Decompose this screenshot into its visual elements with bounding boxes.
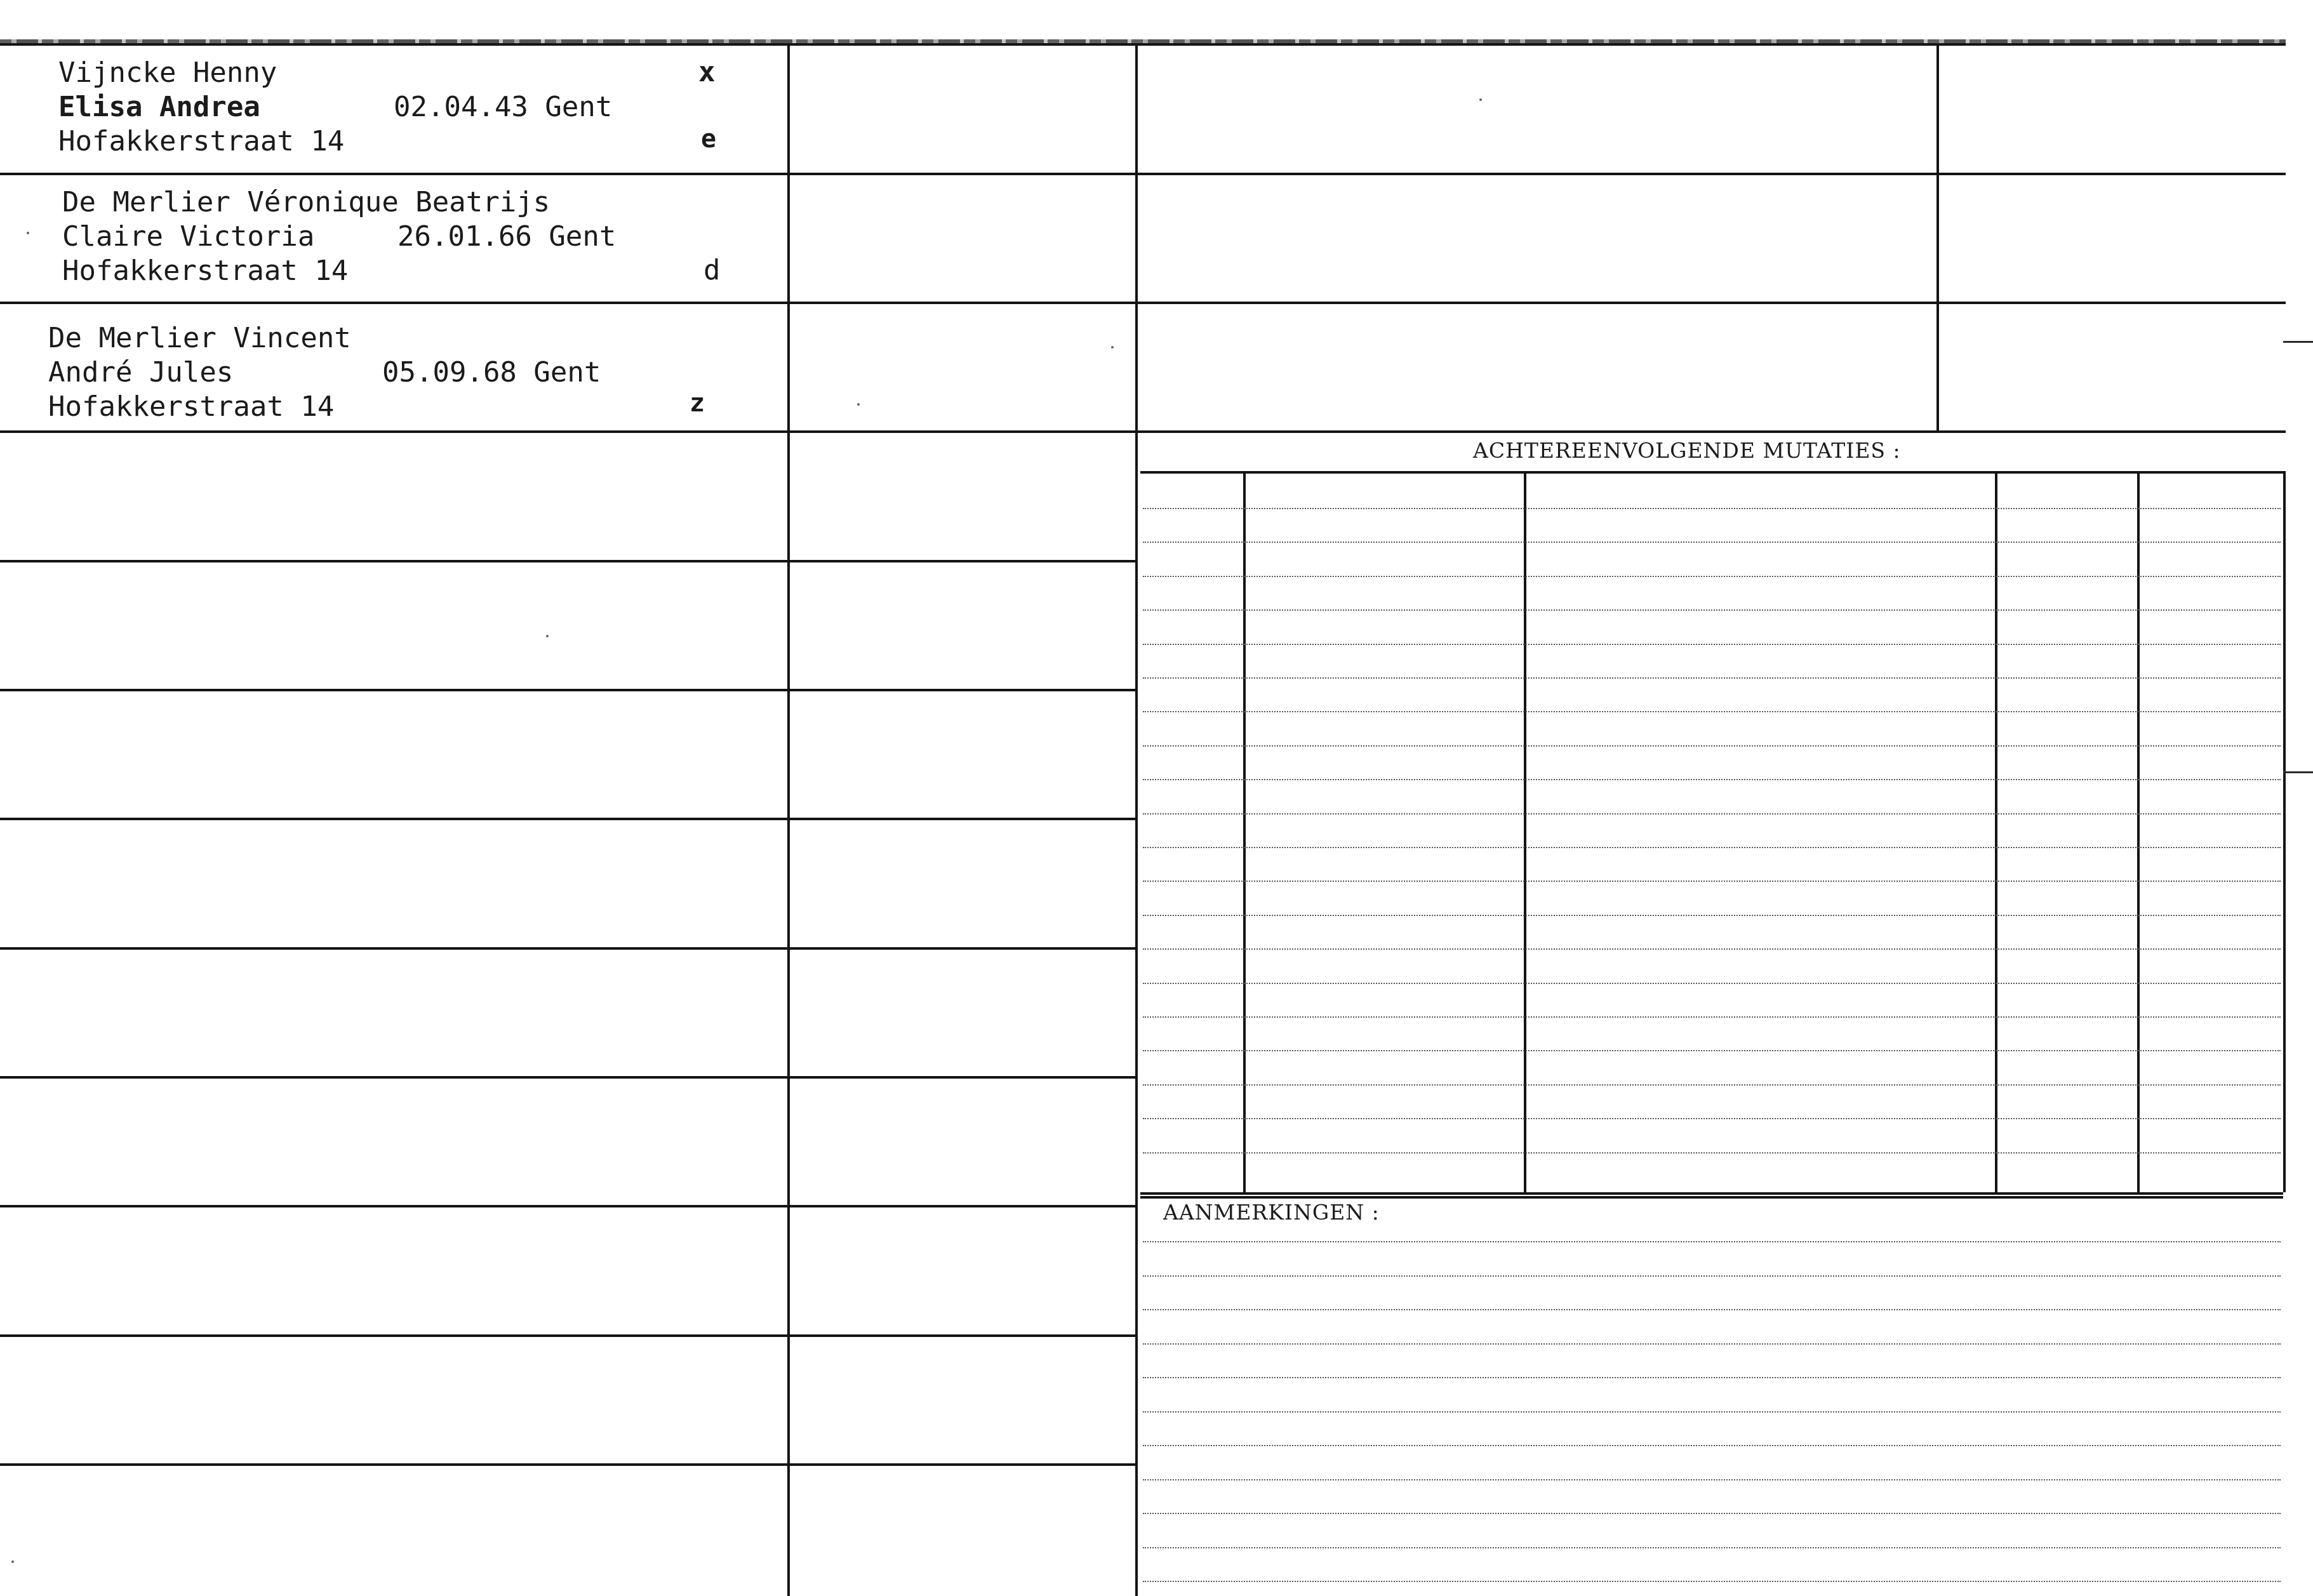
speck	[27, 232, 29, 234]
mutations-dotted-row-line	[1143, 779, 2281, 780]
mutations-dotted-row-line	[1143, 915, 2281, 916]
mutations-dotted-row-line	[1143, 1016, 2281, 1018]
edge-tick-1	[2283, 341, 2313, 343]
mutations-dotted-row-line	[1143, 576, 2281, 577]
mutations-dotted-row-line	[1143, 745, 2281, 747]
row-divider-6	[0, 818, 1137, 820]
speck	[11, 1560, 14, 1563]
mutations-dotted-row-line	[1143, 813, 2281, 815]
column-divider-1	[787, 46, 790, 1596]
mutations-dotted-row-line	[1143, 542, 2281, 543]
row-divider-2	[0, 302, 2286, 304]
record-2-given-names: Claire Victoria	[62, 220, 315, 253]
mutations-heading: ACHTEREENVOLGENDE MUTATIES :	[1473, 438, 1901, 463]
remarks-dotted-line	[1143, 1275, 2281, 1277]
mutations-dotted-row-line	[1143, 983, 2281, 984]
remarks-dotted-line	[1143, 1343, 2281, 1345]
remarks-dotted-line	[1143, 1513, 2281, 1514]
speck	[1479, 98, 1482, 101]
remarks-dotted-line	[1143, 1581, 2281, 1582]
mutations-dotted-row-line	[1143, 508, 2281, 509]
edge-tick-2	[2283, 771, 2313, 773]
remarks-dotted-line	[1143, 1411, 2281, 1413]
row-divider-5	[0, 689, 1137, 691]
mutations-dotted-row-line	[1143, 847, 2281, 848]
mutations-dotted-row-line	[1143, 711, 2281, 712]
mutations-dotted-row-line	[1143, 1152, 2281, 1154]
mutations-column-rule-4	[2137, 471, 2140, 1195]
mutations-dotted-row-line	[1143, 609, 2281, 611]
header-rule	[0, 43, 2286, 46]
record-3-address: Hofakkerstraat 14	[48, 390, 335, 423]
remarks-dotted-line	[1143, 1445, 2281, 1446]
record-2-code: d	[703, 254, 721, 286]
record-2-birth: 26.01.66 Gent	[397, 220, 617, 253]
remarks-dotted-line	[1143, 1377, 2281, 1378]
mutations-table-right-rule	[2283, 471, 2286, 1192]
mutations-dotted-row-line	[1143, 1050, 2281, 1051]
mutations-dotted-row-line	[1143, 1118, 2281, 1119]
remarks-top-rule	[1140, 1196, 2283, 1199]
row-divider-3	[0, 430, 2286, 433]
remarks-dotted-line	[1143, 1309, 2281, 1310]
row-divider-4	[0, 560, 1137, 562]
mutations-dotted-row-line	[1143, 677, 2281, 679]
mutations-dotted-row-line	[1143, 881, 2281, 882]
column-divider-3	[1936, 46, 1939, 432]
remarks-dotted-line	[1143, 1547, 2281, 1548]
record-1-address: Hofakkerstraat 14	[58, 125, 345, 157]
record-1-birth: 02.04.43 Gent	[394, 91, 613, 123]
remarks-dotted-line	[1143, 1241, 2281, 1242]
mutations-column-rule-2	[1524, 471, 1526, 1195]
mutations-table-top-rule	[1140, 471, 2283, 474]
record-1-code-2: e	[701, 124, 717, 154]
row-divider-10	[0, 1334, 1137, 1337]
speck	[857, 403, 860, 406]
speck	[546, 635, 549, 637]
record-3-surname: De Merlier Vincent	[48, 322, 351, 354]
remarks-dotted-line	[1143, 1479, 2281, 1480]
record-3-code: z	[690, 389, 705, 418]
record-2-address: Hofakkerstraat 14	[62, 255, 349, 287]
record-1-surname: Vijncke Henny	[58, 57, 277, 89]
record-1-code: x	[698, 56, 716, 88]
row-divider-8	[0, 1076, 1137, 1079]
column-divider-2	[1135, 46, 1138, 1596]
row-divider-9	[0, 1205, 1137, 1207]
record-3-birth: 05.09.68 Gent	[382, 356, 601, 389]
record-2-surname: De Merlier Véronique Beatrijs	[62, 186, 550, 218]
mutations-column-rule-3	[1995, 471, 1997, 1195]
mutations-dotted-row-line	[1143, 1084, 2281, 1086]
mutations-table-bottom-rule	[1140, 1192, 2283, 1195]
row-divider-11	[0, 1463, 1137, 1466]
mutations-dotted-row-line	[1143, 948, 2281, 950]
row-divider-7	[0, 947, 1137, 950]
record-3-given-names: André Jules	[48, 356, 234, 389]
record-1-given-names: Elisa Andrea	[58, 91, 260, 123]
row-divider-1	[0, 173, 2286, 175]
mutations-column-rule-1	[1243, 471, 1246, 1195]
mutations-dotted-row-line	[1143, 644, 2281, 645]
speck	[1111, 346, 1114, 349]
remarks-heading: AANMERKINGEN :	[1163, 1200, 1380, 1225]
